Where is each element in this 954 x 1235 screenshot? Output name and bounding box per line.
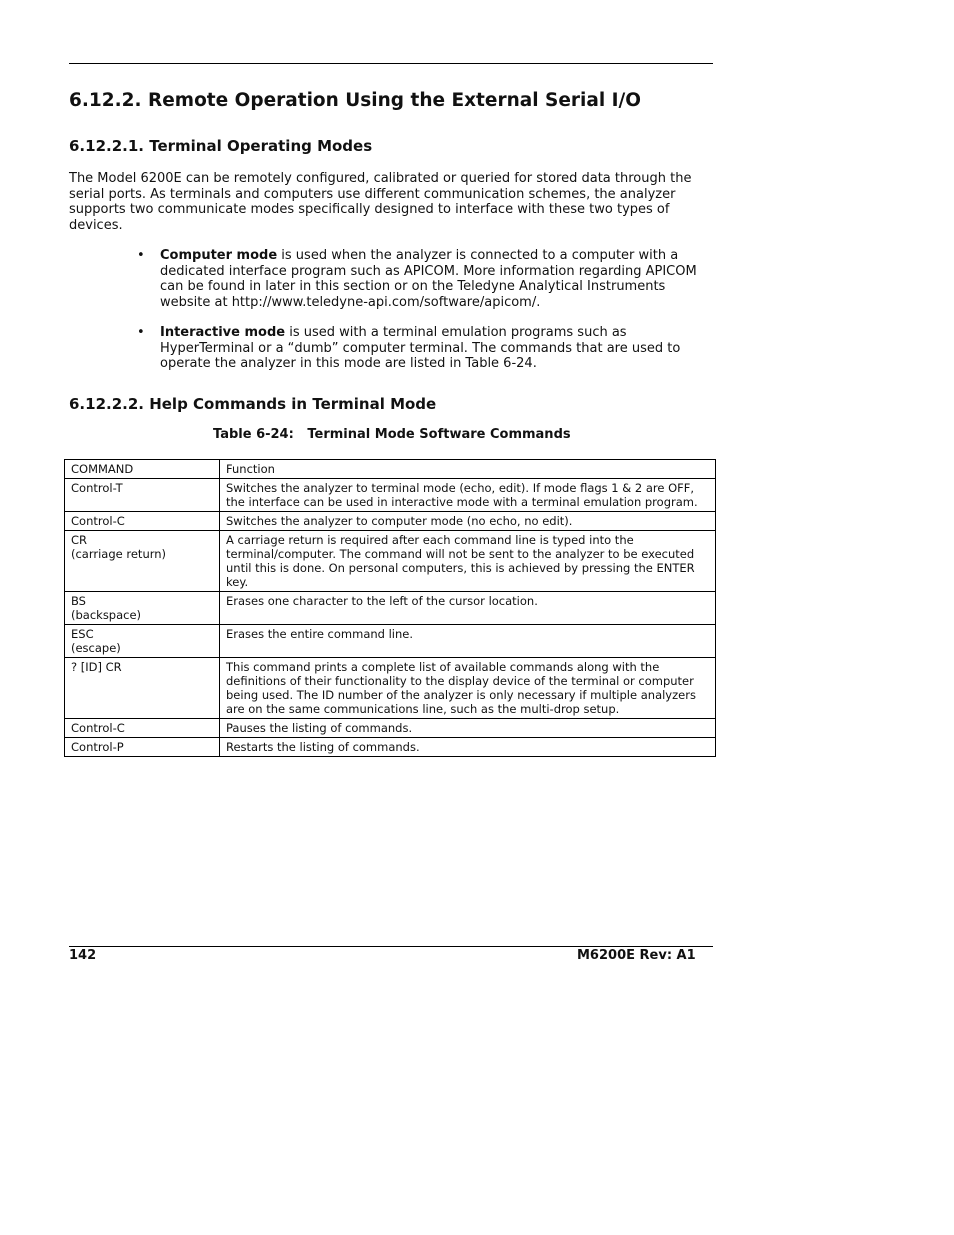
bullet-interactive-mode <box>137 325 707 372</box>
bullet-term: Interactive mode <box>160 325 286 340</box>
table-row <box>65 512 716 531</box>
command-text: (carriage return) <box>71 547 167 561</box>
bullet-computer-mode <box>137 248 707 310</box>
command-cell <box>65 625 220 658</box>
command-cell <box>65 658 220 719</box>
bullet-text: is used when the analyzer is connected to a computer with a dedicated interface program such as APICOM. More information regarding APICOM can be found in later in this section or on the Teledyne Analytical Instruments website at http://www.teledyne-api.com/software/apicom/. <box>160 248 697 310</box>
subsection-heading-terminal-modes: 6.12.2.1. Terminal Operating Modes <box>69 137 373 155</box>
header-rule <box>69 63 713 64</box>
document-revision: M6200E Rev: A1 <box>577 948 696 963</box>
command-text: Control-T <box>71 481 123 495</box>
table-caption: Table 6-24: Terminal Mode Software Commands <box>213 427 571 442</box>
function-cell: Switches the analyzer to computer mode (no echo, no edit). <box>220 512 716 531</box>
table-row <box>65 531 716 592</box>
bullet-icon: • <box>137 325 145 340</box>
terminal-commands-table <box>64 459 716 757</box>
function-cell: Switches the analyzer to terminal mode (echo, edit). If mode flags 1 & 2 are OFF, the interface can be used in interactive mode with a terminal emulation program. <box>220 479 716 512</box>
subsection-heading-help-commands: 6.12.2.2. Help Commands in Terminal Mode <box>69 395 437 413</box>
table-header-row <box>65 460 716 479</box>
table-row <box>65 625 716 658</box>
table-row <box>65 738 716 757</box>
command-text: BS <box>71 594 86 608</box>
function-cell: A carriage return is required after each command line is typed into the terminal/computer. The command will not be sent to the analyzer to be executed until this is done. On personal computers, this is achieved by pressing the ENTER key. <box>220 531 716 592</box>
command-cell <box>65 512 220 531</box>
command-text: Control-P <box>71 740 124 754</box>
command-text: ? [ID] CR <box>71 660 122 674</box>
table-row <box>65 592 716 625</box>
command-text: (backspace) <box>71 608 142 622</box>
table-row <box>65 658 716 719</box>
bullet-icon: • <box>137 248 145 263</box>
command-text: Control-C <box>71 721 125 735</box>
command-text: ESC <box>71 627 94 641</box>
mode-bullet-list <box>137 248 707 372</box>
function-cell: This command prints a complete list of available commands along with the definitions of their functionality to the display device of the terminal or computer being used. The ID number of the analyzer is only necessary if multiple analyzers are on the same communications line, such as the multi-drop setup. <box>220 658 716 719</box>
command-text: CR <box>71 533 88 547</box>
table-row <box>65 719 716 738</box>
function-cell: Erases one character to the left of the cursor location. <box>220 592 716 625</box>
page-number: 142 <box>69 948 97 963</box>
section-heading: 6.12.2. Remote Operation Using the External Serial I/O <box>69 90 641 111</box>
command-cell <box>65 479 220 512</box>
header-function: Function <box>220 460 716 479</box>
command-cell <box>65 738 220 757</box>
function-cell: Pauses the listing of commands. <box>220 719 716 738</box>
intro-paragraph: The Model 6200E can be remotely configured, calibrated or queried for stored data through the serial ports. As terminals and computers use different communication schemes, the analyzer supports two communicate modes specifically designed to interface with these two types of devices. <box>69 171 692 233</box>
command-text: Control-C <box>71 514 125 528</box>
header-command: COMMAND <box>65 460 220 479</box>
command-cell <box>65 531 220 592</box>
command-cell <box>65 592 220 625</box>
function-cell: Restarts the listing of commands. <box>220 738 716 757</box>
command-cell <box>65 719 220 738</box>
table-row <box>65 479 716 512</box>
footer-rule <box>69 946 713 947</box>
function-cell: Erases the entire command line. <box>220 625 716 658</box>
command-text: (escape) <box>71 641 121 655</box>
bullet-text: is used with a terminal emulation programs such as HyperTerminal or a “dumb” computer terminal. The commands that are used to operate the analyzer in this mode are listed in Table 6-24. <box>160 325 681 371</box>
bullet-term: Computer mode <box>160 248 278 263</box>
